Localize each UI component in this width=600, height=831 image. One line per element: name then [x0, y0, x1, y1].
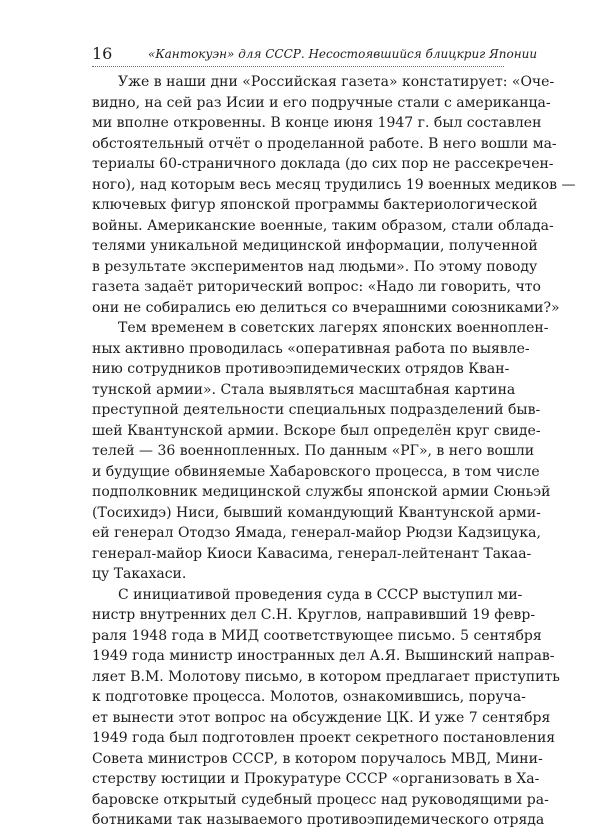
text-line: Уже в наши дни «Российская газета» констатирует: «Оче- [118, 74, 555, 90]
text-line: телями уникальной медицинской информации, полученной [92, 238, 538, 254]
text-line: ных активно проводилась «оперативная работа по выявле- [92, 340, 530, 357]
text-line: Совета министров СССР, в котором поручалось МВД, Мини- [92, 750, 543, 767]
text-line: в результате экспериментов над людьми». По этому поводу [92, 258, 538, 275]
text-line: раля 1948 года в МИД соответствующее письмо. 5 сентября [92, 627, 542, 644]
text-line: баровске открытый судебный процесс над руководящими ра- [92, 791, 549, 808]
text-line: ботниками так называемого противоэпидемического отряда [92, 812, 545, 828]
text-line: тунской армии». Стала выявляться масштабная картина [92, 381, 516, 398]
text-line: обстоятельный отчёт о проделанной работе. В него вошли ма- [92, 135, 557, 152]
paragraph [92, 72, 576, 318]
text-line: телей — 36 военнопленных. По данным «РГ», в него вошли [92, 443, 535, 459]
text-line: (Тосихидэ) Ниси, бывший командующий Квантунской арми- [92, 504, 541, 521]
text-line: стерству юстиции и Прокуратуре СССР «организовать в Ха- [92, 771, 540, 787]
text-line: видно, на сей раз Исии и его подручные стали с американца- [92, 94, 551, 111]
text-line: 1949 года министр иностранных дел А.Я. Вышинский направ- [92, 648, 555, 664]
text-line: териалы 60-страничного доклада (до сих пор не рассекречен- [92, 156, 554, 172]
body-text [92, 72, 576, 831]
paragraph [92, 585, 560, 831]
paragraph [92, 318, 551, 585]
text-line: нистр внутренних дел С.Н. Круглов, направивший 19 февр- [92, 607, 536, 623]
text-line: подполковник медицинской службы японской армии Сюньэй [92, 484, 551, 500]
text-line: газета задаёт риторический вопрос: «Надо ли говорить, что [92, 279, 541, 295]
text-line: цу Такахаси. [92, 566, 187, 582]
text-line: они не собирались ею делиться со вчерашними союзниками?» [92, 299, 560, 316]
text-line: и будущие обвиняемые Хабаровского процесса, в том числе [92, 463, 540, 480]
text-line: ей генерал Отодзо Ямада, генерал-майор Рюдзи Кадзицука, [92, 525, 541, 541]
text-line: 1949 года был подготовлен проект секретного постановления [92, 730, 556, 746]
text-line: Тем временем в советских лагерях японских военноплен- [118, 320, 549, 336]
text-line: войны. Американские военные, таким образом, стали облада- [92, 217, 554, 234]
text-line: С инициативой проведения суда в СССР выступил ми- [118, 586, 523, 603]
text-line: ми вполне откровенны. В конце июня 1947 г. был составлен [92, 115, 542, 131]
text-line: ляет В.М. Молотову письмо, в котором предлагает приступить [92, 668, 560, 685]
text-line: ключевых фигур японской программы бактериологической [92, 197, 538, 213]
text-line: ного), над которым весь месяц трудились 19 военных медиков — [92, 176, 576, 193]
text-line: шей Квантунской армии. Вскоре был определён круг свиде- [92, 422, 541, 439]
page-header [92, 44, 538, 67]
text-line: ет вынести этот вопрос на обсуждение ЦК. И уже 7 сентября [92, 709, 551, 726]
text-line: к подготовке процесса. Молотов, ознакомившись, поруча- [92, 689, 526, 705]
text-line: преступной деятельности специальных подразделений быв- [92, 402, 541, 418]
text-line: генерал-майор Киоси Кавасима, генерал-лейтенант Такаа- [92, 545, 532, 562]
running-title: «Кантокуэн» для СССР. Несостоявшийся блицкриг Японии [148, 47, 538, 61]
page-number: 16 [92, 44, 113, 63]
text-line: нию сотрудников противоэпидемических отрядов Кван- [92, 361, 510, 377]
